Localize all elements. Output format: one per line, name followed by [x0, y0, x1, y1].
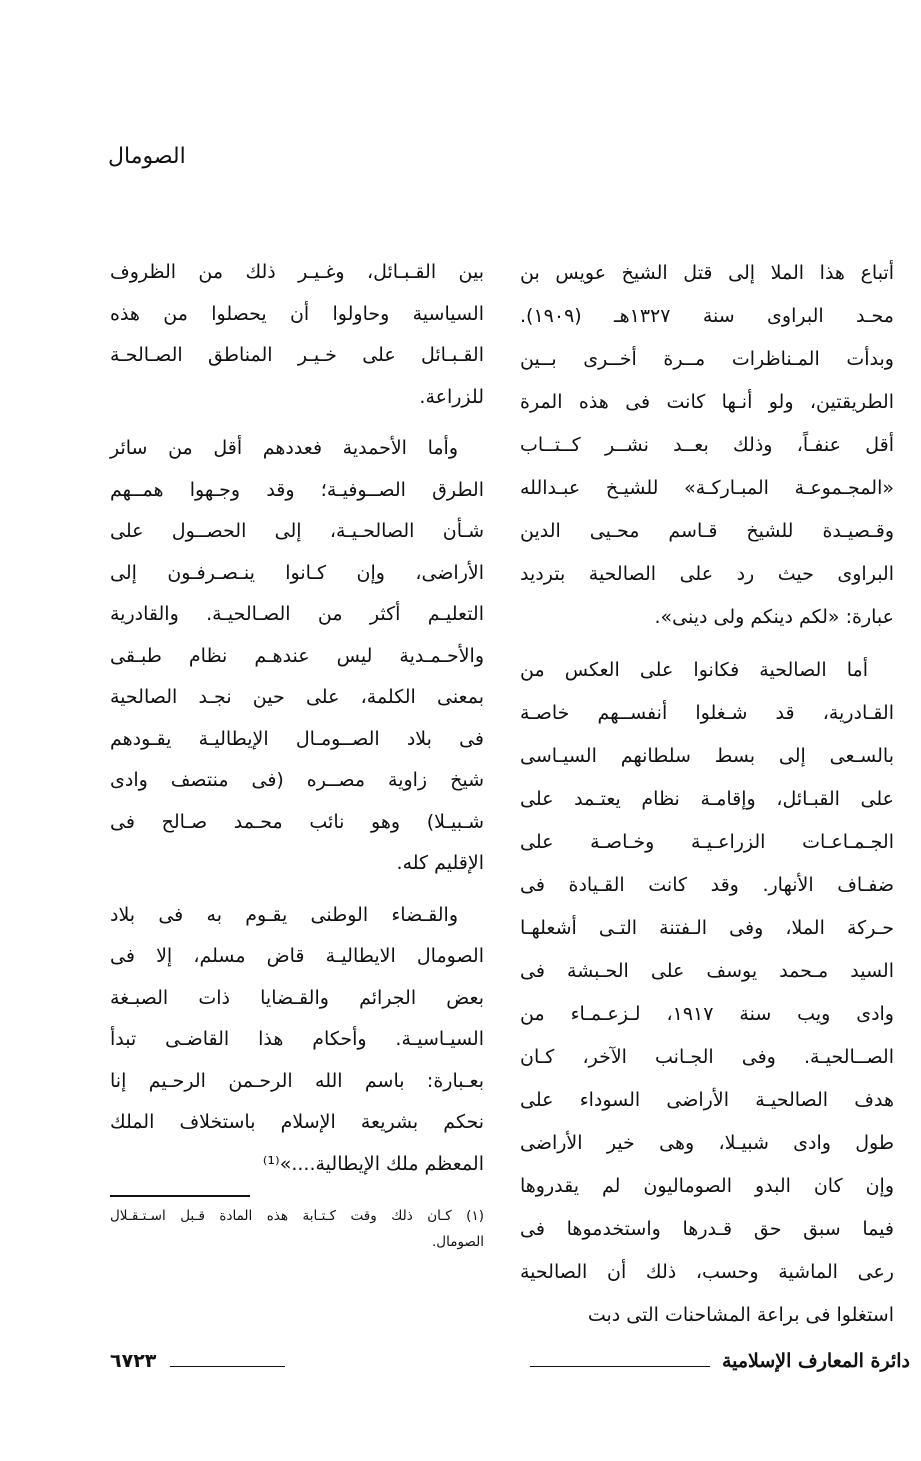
- text-line: الأراضى، وإن كـانوا ينـصـرفـون إلى: [110, 561, 484, 584]
- text-line: طول وادى شبيـلا، وهى خير الأراضى: [520, 1132, 894, 1154]
- footer-rule: [170, 1366, 285, 1367]
- text-line: والأحـمـدية ليس عندهـم نظام طبـقى: [110, 644, 484, 667]
- text-line: ضفـاف الأنهار. وقد كانت القـيادة فى: [520, 874, 894, 896]
- text-line: القـبـائل على خـيـر المناطق الصـالحـة: [110, 344, 484, 366]
- text-line: «المجـموعـة المبـاركـة» للشيـخ عبـدالله: [520, 477, 894, 499]
- text-line: القـادرية، قد شـغلوا أنفســهم خاصـة: [520, 702, 894, 724]
- paragraph: [110, 252, 484, 418]
- footnote-divider: [110, 1195, 250, 1197]
- text-line: بعض الجرائم والقـضايا ذات الصبـغة: [110, 986, 484, 1009]
- text-line: بعـبارة: باسم الله الرحـمن الرحـيم إنا: [110, 1069, 484, 1092]
- text-line: شـبيـلا) وهو نائب محـمد صـالح فى: [110, 810, 484, 833]
- text-line: استغلوا فى براعة المشاحنات التى دبت: [587, 1304, 894, 1326]
- running-head: الصومال: [108, 144, 186, 169]
- text-line: أتباع هذا الملا إلى قتل الشيخ عويس بن: [520, 262, 894, 284]
- page-footer: [110, 1350, 910, 1380]
- text-line: الإقليم كله.: [396, 852, 484, 874]
- text-line: شيخ زاوية مصــره (فى منتصف وادى: [110, 769, 484, 791]
- text-line: رعى الماشية وحسب، ذلك أن الصالحية: [520, 1261, 894, 1283]
- text-line: وإن كان البدو الصوماليون لم يقدروها: [520, 1175, 894, 1197]
- right-column: [520, 252, 894, 1347]
- text-line: فيما سبق حق قـدرها واستخدموها فى: [520, 1218, 894, 1240]
- text-line: البراوى حيث رد على الصالحية بترديد: [520, 563, 894, 585]
- text-line: المعظم ملك الإيطالية....»⁽¹⁾: [262, 1152, 484, 1175]
- text-line: وقـصيـدة للشيخ قـاسم محـيى الدين: [520, 520, 894, 542]
- text-line: للزراعة.: [419, 385, 484, 408]
- text-line: عبارة: «لكم دينكم ولى دينى».: [654, 606, 894, 628]
- paragraph: [520, 649, 894, 1337]
- footnote-line: (١) كـان ذلك وقت كـتـابة هذه المادة قـبل اسـتـقـلال: [110, 1208, 484, 1224]
- text-line: السيد مـحمد يوسف على الحـبشة فى: [520, 960, 894, 982]
- text-line: الطرق الصــوفيـة؛ وقد وجـهوا همــهم: [110, 478, 484, 501]
- text-line: نحكم بشريعة الإسلام باستخلاف الملك: [110, 1111, 484, 1133]
- text-line: فى بلاد الصــومـال الإيطاليـة يقـودهم: [110, 727, 484, 750]
- text-line: السياسية وحاولوا أن يحصلوا من هذه: [110, 302, 484, 325]
- paragraph: [110, 895, 484, 1186]
- paragraph: [110, 428, 484, 885]
- text-line: وادى ويب سنة ١٩١٧، لـزعـمـاء من: [520, 1003, 894, 1025]
- text-line: وبدأت المـناظرات مــرة أخــرى بــين: [520, 348, 894, 370]
- text-line: الطريقتين، ولو أنـها كانت فى هذه المرة: [520, 391, 894, 413]
- text-line: وأما الأحمدية فعددهم أقل من سائر: [110, 437, 458, 459]
- text-line: الجـمـاعـات الزراعـيـة وخـاصـة على: [520, 831, 894, 853]
- text-line: محـد البراوى سنة ١٣٢٧هـ (١٩٠٩).: [520, 305, 894, 327]
- left-column: [110, 252, 484, 1255]
- publication-title: دائرة المعارف الإسلامية: [721, 1350, 910, 1372]
- text-line: هدف الصالحيـة الأراضى السوداء على: [520, 1089, 894, 1111]
- page-number: ٦٧٢٣: [110, 1350, 157, 1372]
- text-line: حـركة الملا، وفى الـفتنة التـى أشعلهـا: [520, 917, 894, 939]
- footnote-line: الصومال.: [432, 1234, 484, 1250]
- text-line: على القبـائل، وإقامـة نظام يعتـمد على: [520, 788, 894, 810]
- text-line: بالسـعى إلى بسط سلطانهم السيـاسى: [520, 745, 894, 767]
- footer-rule: [530, 1366, 710, 1367]
- text-line: التعليـم أكثر من الصـالحيـة. والقادرية: [110, 603, 484, 625]
- text-line: بمعنى الكلمة، على حين نجـد الصالحية: [110, 686, 484, 708]
- text-line: أقل عنفـاً، وذلك بعــد نشــر كــتــاب: [520, 434, 894, 456]
- text-line: بين القـبـائل، وغـيـر ذلك من الظروف: [110, 261, 484, 283]
- footnote: [110, 1203, 484, 1255]
- paragraph: [520, 252, 894, 639]
- text-line: شـأن الصالحـيـة، إلى الحصــول على: [110, 520, 484, 542]
- text-line: الصــالحيـة. وفى الجـانب الآخر، كـان: [520, 1046, 894, 1068]
- text-line: أما الصالحية فكانوا على العكس من: [520, 659, 868, 681]
- text-line: الصومال الايطاليـة قاض مسلم، إلا فى: [110, 945, 484, 967]
- text-line: والقـضاء الوطنى يقـوم به فى بلاد: [110, 903, 458, 926]
- text-line: السيـاسيـة. وأحكام هذا القاضـى تبدأ: [110, 1028, 484, 1050]
